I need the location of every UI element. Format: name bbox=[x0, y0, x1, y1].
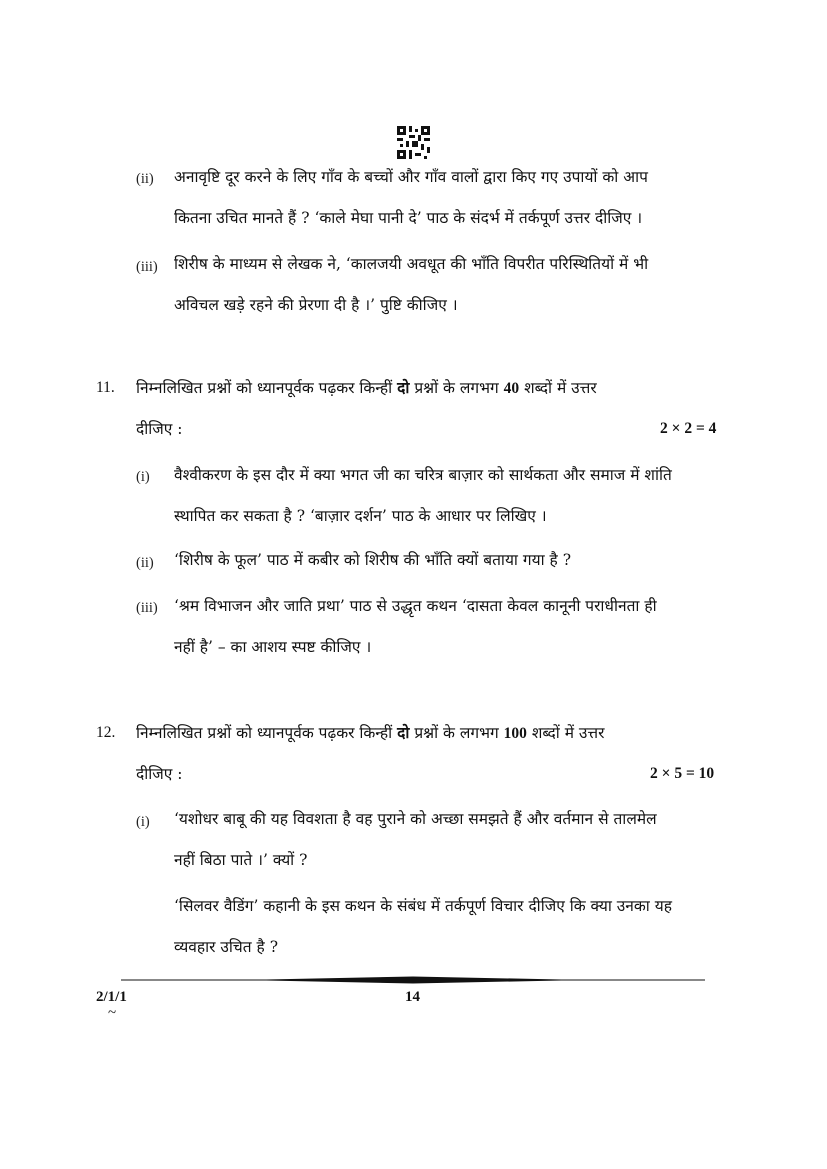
q11-word-count: 40 bbox=[503, 380, 520, 397]
q12-text-a: निम्नलिखित प्रश्नों को ध्यानपूर्वक पढ़कर किन्हीं bbox=[136, 724, 393, 742]
q11-marks: 2 × 2 = 4 bbox=[660, 420, 717, 437]
q12-i-line1: ‘यशोधर बाबू की यह विवशता है वह पुराने को अच्छा समझते हैं और वर्तमान से तालमेल bbox=[174, 810, 657, 828]
qr-code-icon bbox=[397, 126, 430, 159]
q12-text-c: शब्दों में उत्तर bbox=[531, 724, 605, 742]
q11-text-a: निम्नलिखित प्रश्नों को ध्यानपूर्वक पढ़कर किन्हीं bbox=[136, 379, 393, 397]
footer-tilde: ~ bbox=[108, 1005, 117, 1021]
q10-ii-label: (ii) bbox=[136, 171, 154, 187]
q11-ii-line1: ‘शिरीष के फूल’ पाठ में कबीर को शिरीष की भाँति क्यों बताया गया है ? bbox=[174, 551, 572, 569]
q10-ii-line2: कितना उचित मानते हैं ? ‘काले मेघा पानी दे’ पाठ के संदर्भ में तर्कपूर्ण उत्तर दीजिए । bbox=[174, 209, 643, 227]
q12-instruction-line2: दीजिए : bbox=[136, 765, 183, 783]
q11-instruction-line2: दीजिए : bbox=[136, 420, 183, 438]
q11-iii-line1: ‘श्रम विभाजन और जाति प्रथा’ पाठ से उद्धृत कथन ‘दासता केवल कानूनी पराधीनता ही bbox=[174, 597, 657, 615]
q12-i-line2: नहीं बिठा पाते ।’ क्यों ? bbox=[174, 851, 308, 869]
q11-i-line1: वैश्वीकरण के इस दौर में क्या भगत जी का चरित्र बाज़ार को सार्थकता और समाज में शांति bbox=[174, 466, 672, 484]
q12-i-label: (i) bbox=[136, 814, 150, 830]
footer-paper-code: 2/1/1 bbox=[96, 989, 127, 1005]
q11-i-line2: स्थापित कर सकता है ? ‘बाज़ार दर्शन’ पाठ के आधार पर लिखिए । bbox=[174, 507, 547, 525]
footer-rule bbox=[121, 974, 705, 984]
q11-i-label: (i) bbox=[136, 469, 150, 485]
q10-iii-line2: अविचल खड़े रहने की प्रेरणा दी है ।’ पुष्टि कीजिए । bbox=[174, 296, 458, 314]
q10-iii-label: (iii) bbox=[136, 259, 158, 275]
footer-page-number: 14 bbox=[405, 989, 420, 1005]
q11-number: 11. bbox=[96, 379, 115, 396]
q11-iii-label: (iii) bbox=[136, 600, 158, 616]
q12-i-line4: व्यवहार उचित है ? bbox=[174, 938, 279, 956]
q12-word-count: 100 bbox=[503, 725, 527, 742]
q11-text-c: शब्दों में उत्तर bbox=[524, 379, 597, 397]
q11-iii-line2: नहीं है’ – का आशय स्पष्ट कीजिए । bbox=[174, 638, 372, 656]
q12-bold-count: दो bbox=[397, 723, 410, 742]
q11-bold-count: दो bbox=[397, 378, 410, 397]
q12-text-b: प्रश्नों के लगभग bbox=[414, 724, 499, 742]
q12-marks: 2 × 5 = 10 bbox=[650, 765, 715, 782]
q11-text-b: प्रश्नों के लगभग bbox=[414, 379, 499, 397]
q10-ii-line1: अनावृष्टि दूर करने के लिए गाँव के बच्चों और गाँव वालों द्वारा किए गए उपायों को आप bbox=[174, 168, 648, 186]
q10-iii-line1: शिरीष के माध्यम से लेखक ने, ‘कालजयी अवधूत की भाँति विपरीत परिस्थितियों में भी bbox=[174, 255, 649, 273]
q12-i-line3: ‘सिलवर वैडिंग’ कहानी के इस कथन के संबंध में तर्कपूर्ण विचार दीजिए कि क्या उनका यह bbox=[174, 897, 672, 915]
q12-number: 12. bbox=[96, 724, 116, 741]
q12-instruction-line1 bbox=[136, 723, 604, 744]
q11-ii-label: (ii) bbox=[136, 555, 154, 571]
q11-instruction-line1 bbox=[136, 378, 597, 399]
